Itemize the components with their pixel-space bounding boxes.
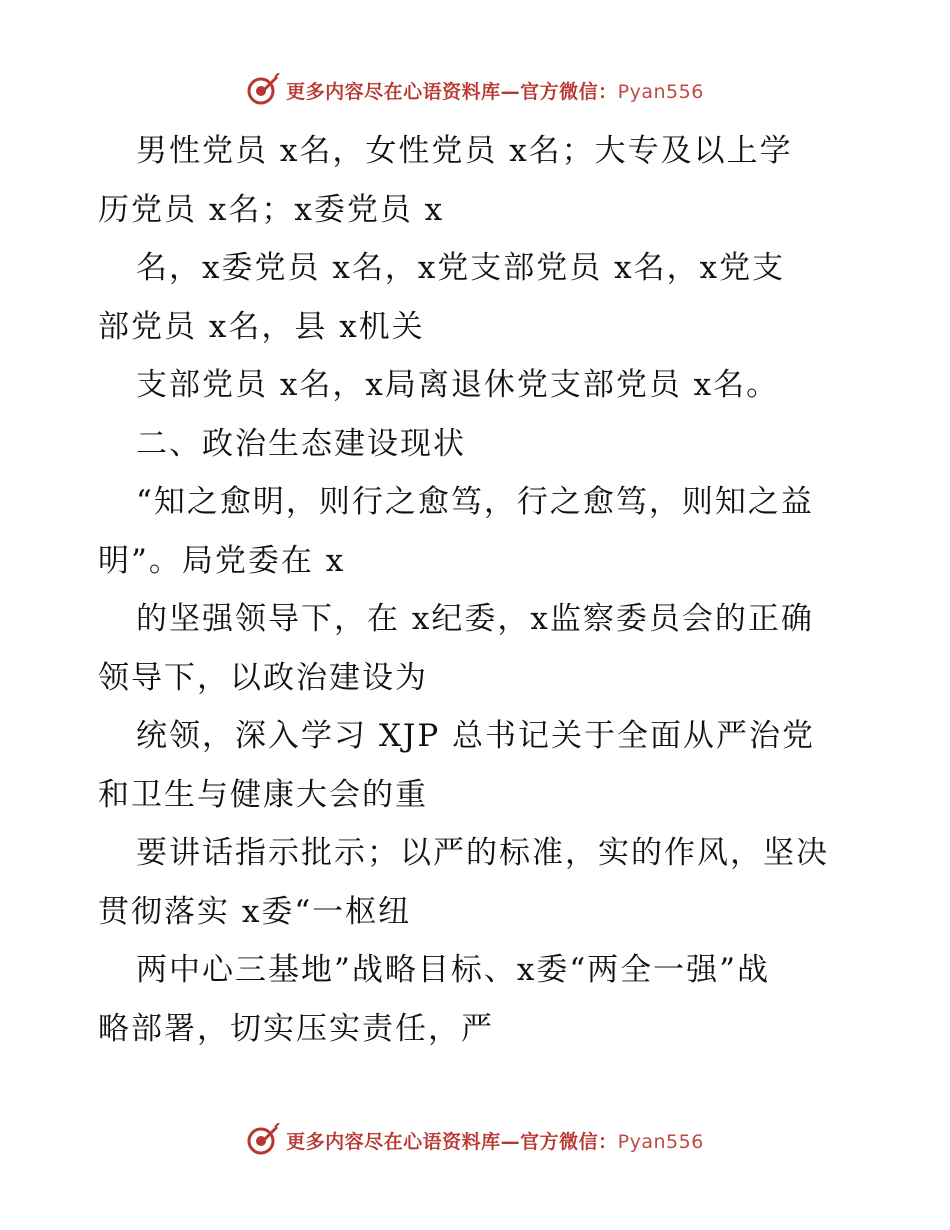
paragraph-line: 明”。局党委在 x xyxy=(98,542,346,579)
paragraph-line: 部党员 x名，县 x机关 xyxy=(98,308,425,345)
watermark-id: Pyan556 xyxy=(617,1130,704,1153)
paragraph xyxy=(98,941,858,1058)
paragraph-line: 二、政治生态建设现状 xyxy=(136,425,466,462)
paragraph-line: 领导下，以政治建设为 xyxy=(98,659,428,696)
paragraph-line: 贯彻落实 x委“一枢纽 xyxy=(98,893,412,930)
document-body xyxy=(98,122,858,1058)
watermark-id: Pyan556 xyxy=(617,80,704,103)
watermark-label: 更多内容尽在心语资料库—官方微信： xyxy=(286,1130,618,1153)
watermark-header xyxy=(0,70,950,110)
paragraph xyxy=(98,356,858,415)
paragraph xyxy=(98,824,858,941)
paragraph-line: 的坚强领导下，在 x纪委，x监察委员会的正确 xyxy=(136,601,814,637)
paragraph-line: 两中心三基地”战略目标、x委“两全一强”战 xyxy=(136,952,771,988)
paragraph xyxy=(98,122,858,239)
watermark-label: 更多内容尽在心语资料库—官方微信： xyxy=(286,80,618,103)
watermark-text xyxy=(286,77,704,104)
paragraph-line: 支部党员 x名，x局离退休党支部党员 x名。 xyxy=(136,367,780,403)
watermark-text xyxy=(286,1127,704,1154)
paragraph xyxy=(98,239,858,356)
paragraph xyxy=(98,473,858,590)
paragraph-line: 和卫生与健康大会的重 xyxy=(98,776,428,813)
paragraph-line: “知之愈明，则行之愈笃，行之愈笃，则知之益 xyxy=(136,484,814,520)
paragraph xyxy=(98,707,858,824)
pen-logo-icon xyxy=(246,73,280,107)
paragraph-line: 统领，深入学习 XJP 总书记关于全面从严治党 xyxy=(136,718,816,754)
paragraph xyxy=(98,415,858,474)
paragraph-line: 男性党员 x名，女性党员 x名；大专及以上学 xyxy=(136,133,793,169)
watermark-footer xyxy=(0,1120,950,1160)
pen-logo-icon xyxy=(246,1123,280,1157)
paragraph xyxy=(98,590,858,707)
paragraph-line: 略部署，切实压实责任，严 xyxy=(98,1010,494,1047)
paragraph-line: 名，x委党员 x名，x党支部党员 x名，x党支 xyxy=(136,250,786,286)
paragraph-line: 要讲话指示批示；以严的标准，实的作风，坚决 xyxy=(136,835,829,871)
paragraph-line: 历党员 x名；x委党员 x xyxy=(98,191,445,228)
